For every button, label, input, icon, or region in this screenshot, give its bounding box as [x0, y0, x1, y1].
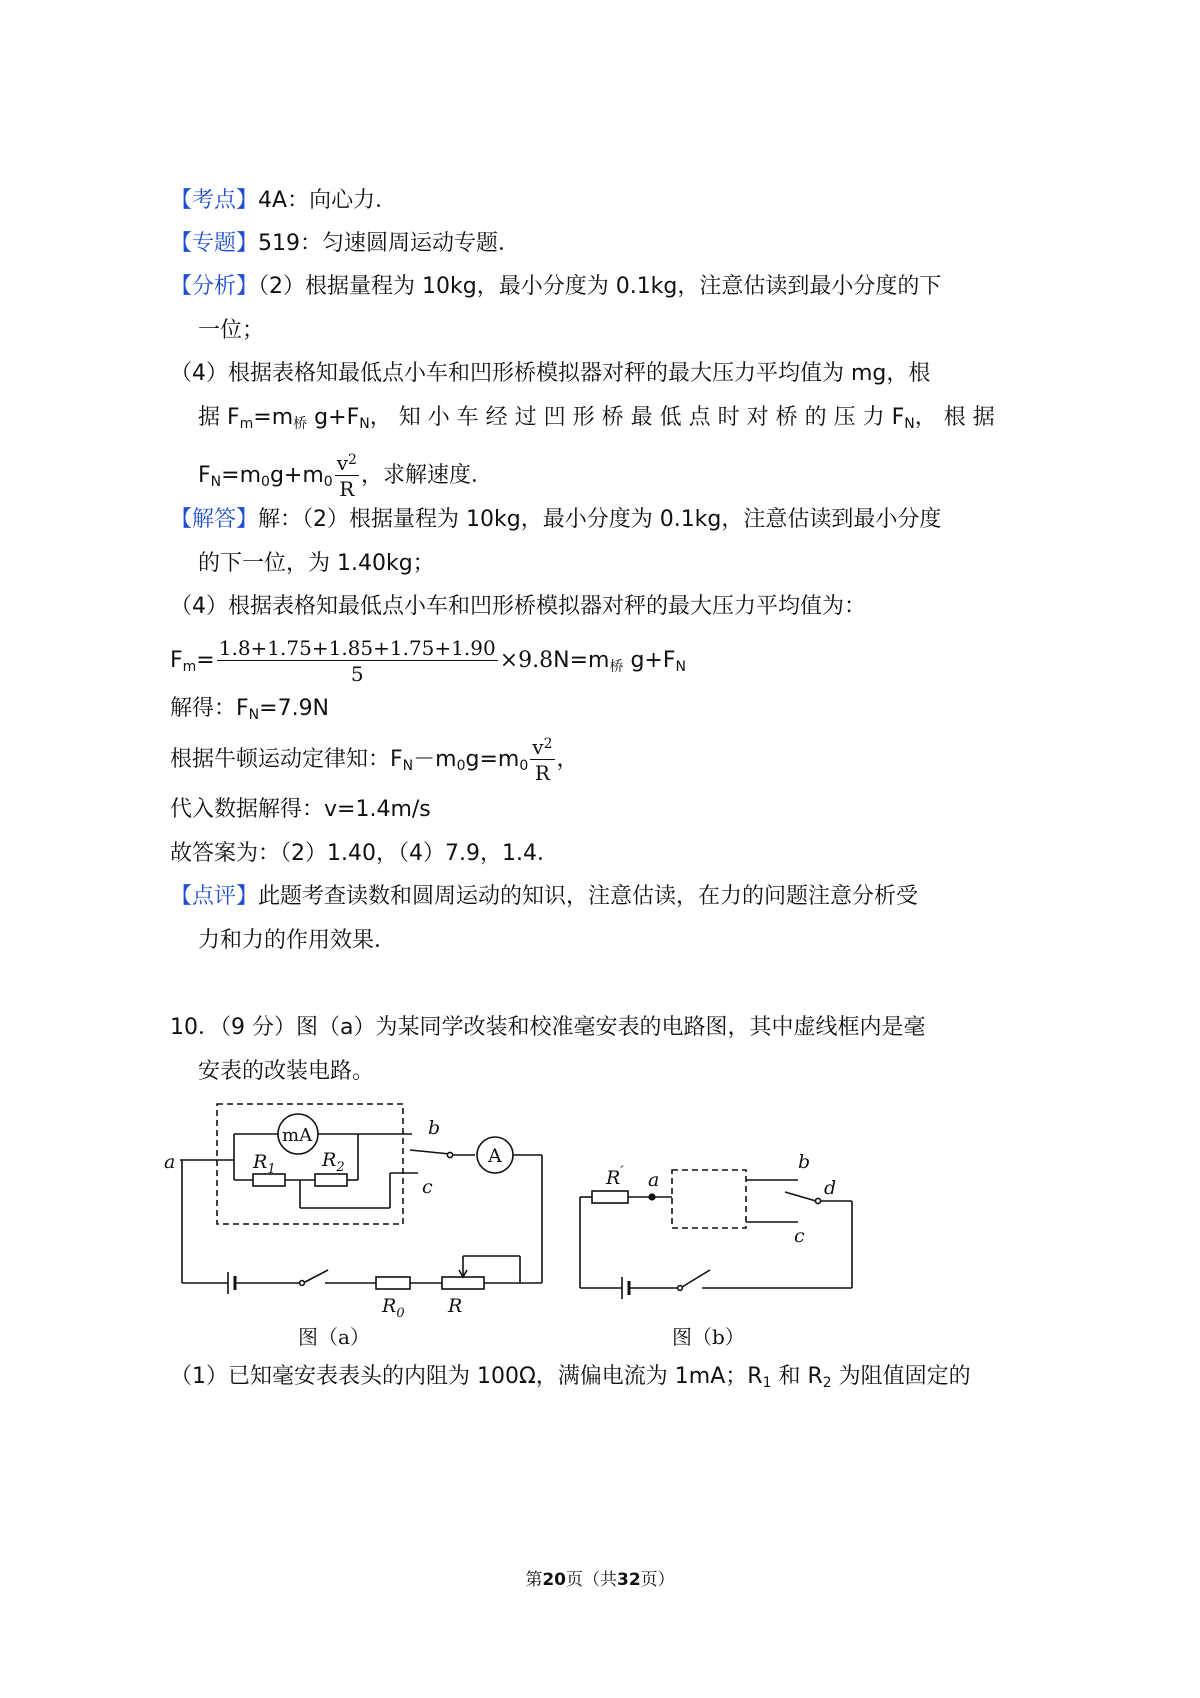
page-footer — [0, 1565, 1200, 1590]
text-span: 解得：F — [170, 696, 249, 721]
subscript: N — [675, 659, 686, 675]
text-span: = — [196, 648, 215, 673]
text-span: ×9.8 — [499, 648, 554, 673]
fenxi-line-5 — [198, 446, 493, 506]
text-span: 和 R — [771, 1364, 823, 1389]
jieda-line-3: （4）根据表格知最低点小车和凹形桥模拟器对秤的最大压力平均值为： — [170, 594, 866, 619]
text-span: 页） — [640, 1570, 675, 1590]
text-span: v — [532, 735, 544, 759]
kaodian-tag: 【考点】 — [170, 188, 259, 213]
circuit-figure-a — [150, 1098, 560, 1343]
text-span: =m — [253, 405, 294, 430]
resistor-r2 — [315, 1174, 347, 1186]
subscript: 2 — [336, 1160, 345, 1175]
subscript: 1 — [267, 1162, 276, 1177]
resistor-r-prime — [592, 1191, 628, 1203]
resistor-r0 — [376, 1277, 410, 1289]
r1-label — [252, 1151, 276, 1177]
text-span: g+F — [623, 648, 676, 673]
dashed-box — [672, 1170, 746, 1228]
fraction-v2-over-r — [335, 453, 359, 499]
subscript: N — [402, 758, 414, 774]
jieda-tag: 【解答】 — [170, 507, 259, 532]
text-span: （1）已知毫安表表头的内阻为 100Ω，满偏电流为 1mA；R — [170, 1364, 763, 1389]
figure-b-caption: 图（b） — [672, 1325, 745, 1349]
text-span: 据 F — [198, 405, 240, 430]
ammeter-label: A — [488, 1145, 502, 1167]
text-span: =m — [221, 463, 262, 488]
text-span: g=m — [465, 747, 520, 772]
subscript: N — [248, 707, 260, 723]
subscript: 0 — [456, 758, 466, 774]
jieda-line-2: 的下一位，为 1.40kg； — [198, 551, 435, 576]
q10-line-1: 10．（9 分）图（a）为某同学改装和校准毫安表的电路图，其中虚线框内是毫 — [170, 1015, 926, 1040]
text-span: 为阻值固定的 — [831, 1364, 971, 1389]
text-span: F — [170, 648, 183, 673]
q10-line-3 — [170, 1362, 971, 1392]
r0-label — [381, 1295, 405, 1321]
switch-blade — [682, 1270, 710, 1287]
text-span: =7.9N — [259, 696, 330, 721]
zhuanti-tag: 【专题】 — [170, 231, 259, 256]
prime-mark: ′ — [620, 1164, 624, 1180]
fenxi-tag: 【分析】 — [170, 274, 259, 299]
text-span: R — [606, 1167, 621, 1189]
subscript: m — [182, 659, 197, 675]
total-pages: 32 — [617, 1570, 641, 1590]
node-a-label: a — [648, 1169, 660, 1191]
figure-a-caption: 图（a） — [298, 1325, 370, 1349]
text-span: F — [198, 463, 211, 488]
text-span: ， 知 小 车 经 过 凹 形 桥 最 低 点 时 对 桥 的 压 力 F — [369, 405, 905, 430]
node-b-label: b — [428, 1117, 441, 1139]
subscript: 0 — [519, 758, 529, 774]
text-span: R — [382, 1295, 397, 1317]
r-prime-label — [605, 1164, 624, 1189]
superscript: 2 — [348, 452, 357, 468]
fraction-average — [217, 638, 498, 684]
milliammeter-label: mA — [282, 1125, 313, 1146]
r-label: R — [448, 1295, 463, 1317]
subscript: N — [359, 416, 370, 432]
text-span: －m — [413, 747, 457, 772]
jieda-line-5 — [170, 694, 329, 724]
switch-blade — [785, 1192, 816, 1201]
jieda-text-1: 解：（2）根据量程为 10kg，最小分度为 0.1kg，注意估读到最小分度 — [258, 507, 942, 532]
subscript: N — [210, 474, 222, 490]
text-span: R — [253, 1151, 268, 1173]
jieda-fm-formula — [170, 632, 686, 690]
dianping-line-1 — [170, 882, 918, 912]
fraction-numerator — [530, 737, 554, 760]
text-span: g+m — [269, 463, 324, 488]
fenxi-line-2: 一位； — [198, 318, 265, 343]
jieda-line-1 — [170, 505, 941, 535]
q10-line-2: 安表的改装电路。 — [198, 1059, 375, 1084]
fraction-denominator: R — [534, 761, 550, 785]
page-number: 20 — [542, 1570, 566, 1590]
dianping-text-1: 此题考查读数和圆周运动的知识，注意估读，在力的问题注意分析受 — [258, 884, 919, 909]
kaodian-line — [170, 186, 397, 216]
node-a-label: a — [164, 1151, 176, 1173]
fenxi-line-3: （4）根据表格知最低点小车和凹形桥模拟器对秤的最大压力平均值为 mg，根 — [170, 361, 931, 386]
r2-label — [321, 1149, 345, 1175]
node-c-label: c — [422, 1176, 433, 1198]
text-span: ， — [556, 747, 579, 772]
switch-blade — [410, 1150, 450, 1154]
jieda-line-7: 代入数据解得：v=1.4m/s — [170, 797, 431, 822]
text-span: 根据牛顿运动定律知：F — [170, 747, 403, 772]
rheostat-r — [442, 1277, 484, 1289]
fenxi-text-1: （2）根据量程为 10kg，最小分度为 0.1kg，注意估读到最小分度的下 — [258, 274, 942, 299]
fraction-numerator — [335, 453, 359, 476]
fraction-denominator: R — [339, 477, 355, 501]
dianping-tag: 【点评】 — [170, 884, 259, 909]
kaodian-text: 4A：向心力． — [258, 188, 398, 213]
text-span: 第 — [525, 1570, 543, 1590]
subscript: 0 — [396, 1306, 405, 1321]
text-span: g+F — [307, 405, 360, 430]
node-b-label: b — [798, 1151, 811, 1173]
circuit-figure-b — [570, 1140, 870, 1310]
jieda-line-6 — [170, 730, 579, 790]
subscript: 桥 — [293, 416, 308, 432]
text-span: ，求解速度． — [360, 463, 493, 488]
zhuanti-text: 519：匀速圆周运动专题． — [258, 231, 521, 256]
subscript: 0 — [323, 474, 333, 490]
text-span: R — [322, 1149, 337, 1171]
text-span: v — [336, 451, 349, 475]
superscript: 2 — [543, 736, 553, 752]
text-span: 页（共 — [566, 1570, 617, 1590]
dianping-line-2: 力和力的作用效果． — [198, 928, 397, 953]
text-span: ， 根 据 — [914, 405, 995, 430]
fraction-denominator: 5 — [350, 662, 364, 686]
switch-blade — [305, 1270, 328, 1282]
dashed-box — [217, 1104, 403, 1224]
subscript: m — [239, 416, 254, 432]
subscript: 0 — [261, 474, 270, 490]
text-span: N=m — [553, 648, 610, 673]
fraction-v2-over-r — [530, 737, 554, 783]
zhuanti-line — [170, 229, 520, 259]
fenxi-line-1 — [170, 272, 941, 302]
subscript: 2 — [822, 1375, 832, 1391]
node-c-label: c — [794, 1225, 805, 1247]
fenxi-line-4 — [198, 403, 995, 433]
subscript: N — [904, 416, 915, 432]
fraction-numerator: 1.8+1.75+1.85+1.75+1.90 — [218, 636, 496, 660]
subscript: 桥 — [609, 659, 624, 675]
node-d-label: d — [824, 1177, 837, 1199]
jieda-line-8: 故答案为：（2）1.40，（4）7.9，1.4． — [170, 841, 559, 866]
subscript: 1 — [762, 1375, 772, 1391]
